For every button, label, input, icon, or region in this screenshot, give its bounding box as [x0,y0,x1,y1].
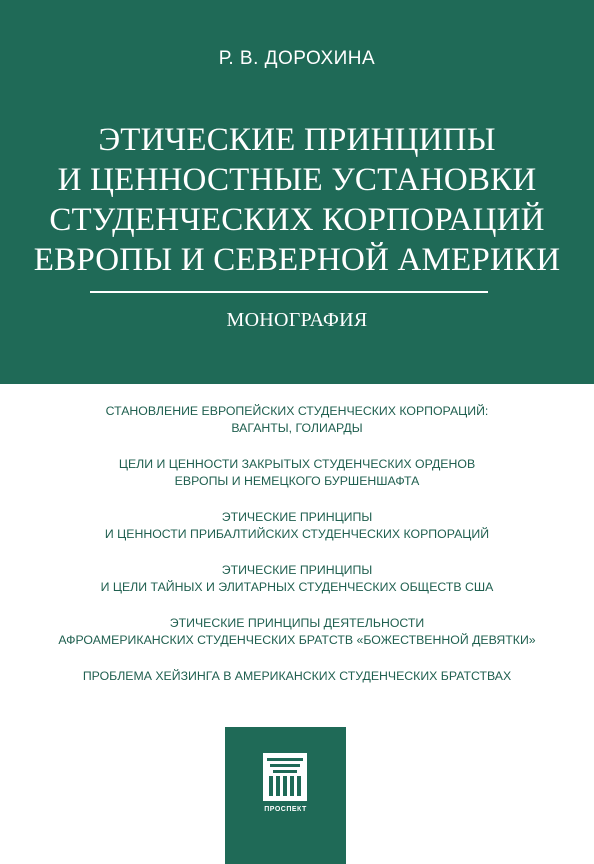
contents-item [0,456,594,490]
author-name: Р. В. ДОРОХИНА [218,48,376,69]
contents-line: ЭТИЧЕСКИЕ ПРИНЦИПЫ [221,510,373,524]
title-divider [90,291,488,293]
title-line: ЭТИЧЕСКИЕ ПРИНЦИПЫ [98,122,496,158]
contents-line: ЭТИЧЕСКИЕ ПРИНЦИПЫ ДЕЯТЕЛЬНОСТИ [169,616,425,630]
contents-line: ВАГАНТЫ, ГОЛИАРДЫ [231,421,363,435]
contents-line: И ЦЕЛИ ТАЙНЫХ И ЭЛИТАРНЫХ СТУДЕНЧЕСКИХ ОБЩЕСТВ США [100,580,494,594]
contents-item [0,562,594,596]
title-line: СТУДЕНЧЕСКИХ КОРПОРАЦИЙ [49,202,545,238]
contents-line: ЭТИЧЕСКИЕ ПРИНЦИПЫ [221,563,373,577]
contents-item [0,509,594,543]
contents-line: И ЦЕННОСТИ ПРИБАЛТИЙСКИХ СТУДЕНЧЕСКИХ КОРПОРАЦИЙ [104,527,490,541]
contents-line: ЦЕЛИ И ЦЕННОСТИ ЗАКРЫТЫХ СТУДЕНЧЕСКИХ ОРДЕНОВ [118,457,476,471]
contents-line: АФРОАМЕРИКАНСКИХ СТУДЕНЧЕСКИХ БРАТСТВ «БОЖЕСТВЕННОЙ ДЕВЯТКИ» [58,633,536,647]
genre-label: МОНОГРАФИЯ [226,309,368,331]
contents-line: ЕВРОПЫ И НЕМЕЦКОГО БУРШЕНШАФТА [174,474,420,488]
prospekt-building-logo-icon [262,752,308,802]
contents-item [0,668,594,685]
title-line: И ЦЕННОСТНЫЕ УСТАНОВКИ [57,162,537,198]
title-line: ЕВРОПЫ И СЕВЕРНОЙ АМЕРИКИ [33,242,561,278]
book-title [0,120,594,280]
contents-line: СТАНОВЛЕНИЕ ЕВРОПЕЙСКИХ СТУДЕНЧЕСКИХ КОРПОРАЦИЙ: [105,404,489,418]
publisher-name: ПРОСПЕКТ [264,806,307,813]
contents-list [0,403,594,704]
contents-item [0,615,594,649]
contents-item [0,403,594,437]
contents-line: ПРОБЛЕМА ХЕЙЗИНГА В АМЕРИКАНСКИХ СТУДЕНЧЕСКИХ БРАТСТВАХ [82,669,512,683]
